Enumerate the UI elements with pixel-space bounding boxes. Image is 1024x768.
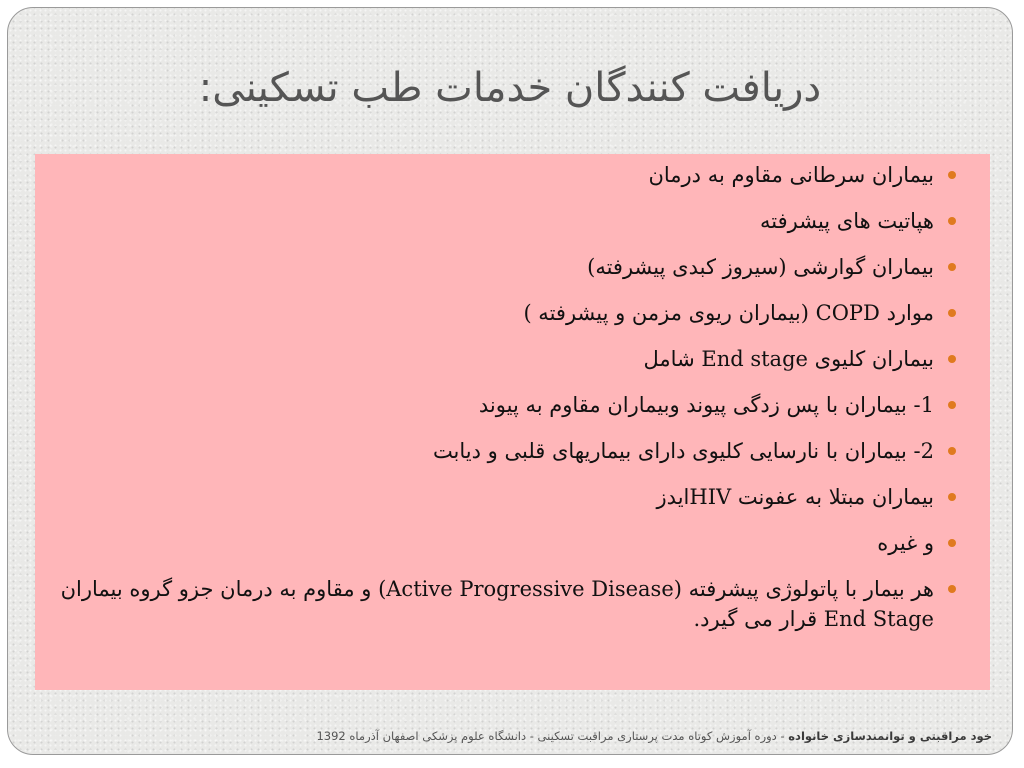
bullet-dot-icon (948, 355, 956, 363)
bullet-text: و غیره (877, 531, 934, 555)
bullet-dot-icon (948, 171, 956, 179)
bullet-text: بیماران گوارشی (سیروز کبدی پیشرفته) (587, 255, 934, 279)
bullet-text: 2- بیماران با نارسایی کلیوی دارای بیماریهای قلبی و دیابت (432, 439, 934, 463)
list-item (55, 298, 956, 328)
list-item (55, 436, 956, 466)
bullet-text: هپاتیت های پیشرفته (759, 209, 934, 233)
list-item (55, 252, 956, 282)
bullet-text: موارد COPD (بیماران ریوی مزمن و پیشرفته ) (523, 301, 934, 325)
footer-course-title: خود مراقبتی و توانمندسازی خانواده (788, 729, 992, 743)
bullet-dot-icon (948, 401, 956, 409)
bullet-dot-icon (948, 309, 956, 317)
bullet-dot-icon (948, 217, 956, 225)
list-item (55, 482, 956, 512)
list-item (55, 206, 956, 236)
bullet-dot-icon (948, 263, 956, 271)
bullet-dot-icon (948, 447, 956, 455)
list-item (55, 160, 956, 190)
bullet-text: 1- بیماران با پس زدگی پیوند وبیماران مقاوم به پیوند (478, 393, 934, 417)
bullet-text: بیماران سرطانی مقاوم به درمان (648, 163, 934, 187)
bullet-text: بیماران کلیوی End stage شامل (643, 347, 934, 371)
bullet-text: بیماران مبتلا به عفونت HIVایدز (656, 485, 934, 509)
list-item (55, 390, 956, 420)
list-item (55, 574, 956, 634)
list-item (55, 528, 956, 558)
content-box (35, 154, 990, 690)
slide (7, 7, 1013, 755)
bullet-dot-icon (948, 539, 956, 547)
bullet-dot-icon (948, 493, 956, 501)
footer-course-details: - دوره آموزش کوتاه مدت پرستاری مراقبت تسکینی - دانشگاه علوم پزشکی اصفهان آذرماه 1392 (316, 729, 789, 743)
list-item (55, 344, 956, 374)
bullet-list (55, 160, 956, 634)
bullet-text: هر بیمار با پاتولوژی پیشرفته (Active Progressive Disease) و مقاوم به درمان جزو گروه بیماران End Stage قرار می گیرد. (60, 577, 934, 631)
slide-footer (28, 728, 992, 744)
slide-title: دریافت کنندگان خدمات طب تسکینی: (198, 65, 822, 111)
bullet-dot-icon (948, 585, 956, 593)
